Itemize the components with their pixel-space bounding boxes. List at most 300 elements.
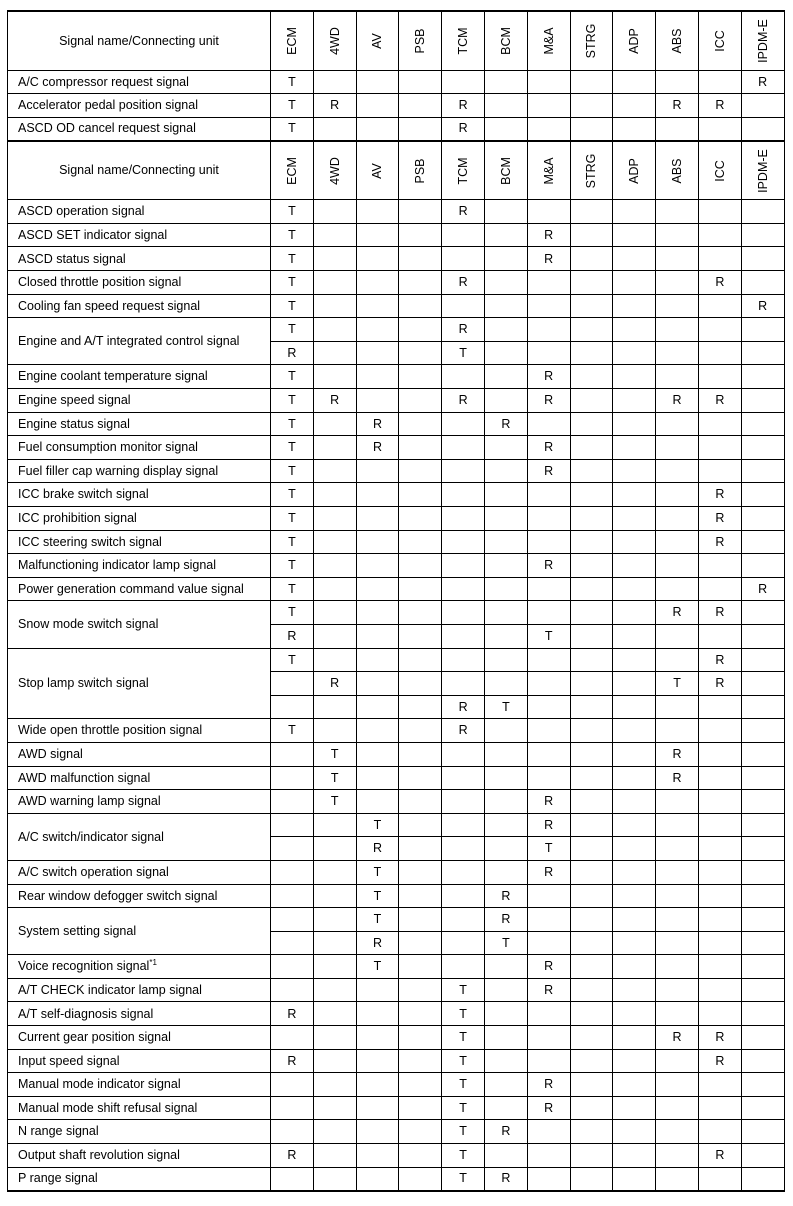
cell-strg: [570, 483, 613, 507]
cell-4wd: T: [313, 742, 356, 766]
cell-abs: [656, 1049, 699, 1073]
signal-name: [8, 436, 271, 460]
table-row: [8, 719, 785, 743]
cell-icc: [698, 200, 741, 224]
cell-adp: [613, 813, 656, 837]
cell-4wd: [313, 1049, 356, 1073]
cell-4wd: T: [313, 790, 356, 814]
cell-ecm: T: [271, 247, 314, 271]
cell-bcm: [484, 719, 527, 743]
cell-ipdm-e: [741, 860, 784, 884]
cell-strg: [570, 601, 613, 625]
cell-abs: [656, 223, 699, 247]
table-row: [8, 766, 785, 790]
header-unit: [313, 141, 356, 200]
header-unit-label: ICC: [712, 29, 727, 52]
cell-m-a: R: [527, 459, 570, 483]
cell-adp: [613, 719, 656, 743]
cell-4wd: [313, 117, 356, 141]
header-unit-label: AV: [370, 162, 385, 179]
cell-4wd: [313, 554, 356, 578]
cell-icc: [698, 624, 741, 648]
cell-strg: [570, 436, 613, 460]
header-unit: [698, 11, 741, 70]
cell-adp: [613, 884, 656, 908]
cell-strg: [570, 530, 613, 554]
cell-tcm: [442, 507, 485, 531]
cell-4wd: [313, 601, 356, 625]
table-row: [8, 389, 785, 413]
signal-name-text: Fuel consumption monitor signal: [18, 440, 198, 455]
table-row: [8, 1026, 785, 1050]
cell-icc: [698, 813, 741, 837]
cell-bcm: [484, 837, 527, 861]
cell-m-a: [527, 507, 570, 531]
cell-bcm: [484, 766, 527, 790]
cell-m-a: R: [527, 955, 570, 979]
cell-av: [356, 389, 399, 413]
table-row: [8, 1049, 785, 1073]
cell-bcm: R: [484, 412, 527, 436]
cell-icc: [698, 223, 741, 247]
cell-strg: [570, 1073, 613, 1097]
cell-m-a: [527, 695, 570, 719]
signal-name: [8, 648, 271, 719]
cell-abs: [656, 436, 699, 460]
cell-strg: [570, 1120, 613, 1144]
cell-icc: [698, 318, 741, 342]
cell-bcm: [484, 94, 527, 118]
cell-av: [356, 742, 399, 766]
cell-icc: [698, 884, 741, 908]
cell-icc: [698, 1073, 741, 1097]
cell-av: [356, 1073, 399, 1097]
cell-strg: [570, 908, 613, 932]
table-row: [8, 507, 785, 531]
header-unit-label: TCM: [455, 156, 470, 185]
table-row: [8, 94, 785, 118]
cell-bcm: [484, 1144, 527, 1168]
table-row: [8, 577, 785, 601]
cell-ipdm-e: [741, 790, 784, 814]
cell-m-a: R: [527, 813, 570, 837]
signal-name-text: Malfunctioning indicator lamp signal: [18, 558, 217, 573]
cell-adp: [613, 318, 656, 342]
cell-av: [356, 483, 399, 507]
cell-tcm: [442, 955, 485, 979]
cell-tcm: [442, 436, 485, 460]
cell-abs: [656, 483, 699, 507]
cell-bcm: [484, 601, 527, 625]
signal-name: [8, 1073, 271, 1097]
signal-name-text: ASCD SET indicator signal: [18, 227, 168, 242]
header-unit: [570, 11, 613, 70]
cell-bcm: [484, 1026, 527, 1050]
cell-av: [356, 507, 399, 531]
signal-name-text: ASCD operation signal: [18, 204, 145, 219]
cell-ecm: [271, 742, 314, 766]
cell-strg: [570, 837, 613, 861]
cell-ipdm-e: [741, 978, 784, 1002]
cell-av: [356, 1096, 399, 1120]
signal-name: [8, 1049, 271, 1073]
cell-psb: [399, 695, 442, 719]
cell-m-a: R: [527, 365, 570, 389]
cell-ecm: T: [271, 294, 314, 318]
signal-name: [8, 70, 271, 94]
cell-ecm: R: [271, 1144, 314, 1168]
cell-psb: [399, 1167, 442, 1191]
table-row: [8, 294, 785, 318]
cell-adp: [613, 554, 656, 578]
cell-ecm: T: [271, 436, 314, 460]
signal-name-text: AWD warning lamp signal: [18, 794, 161, 809]
cell-strg: [570, 70, 613, 94]
cell-av: [356, 648, 399, 672]
cell-psb: [399, 530, 442, 554]
cell-bcm: [484, 577, 527, 601]
cell-strg: [570, 1144, 613, 1168]
cell-ipdm-e: [741, 1167, 784, 1191]
cell-ecm: [271, 1167, 314, 1191]
cell-psb: [399, 483, 442, 507]
signal-name: [8, 1002, 271, 1026]
cell-m-a: [527, 1049, 570, 1073]
cell-4wd: [313, 1120, 356, 1144]
cell-av: [356, 624, 399, 648]
cell-abs: [656, 412, 699, 436]
cell-4wd: [313, 294, 356, 318]
cell-bcm: [484, 742, 527, 766]
cell-adp: [613, 200, 656, 224]
signal-name: [8, 318, 271, 365]
signal-name-text: A/C switch operation signal: [18, 864, 169, 879]
cell-4wd: [313, 978, 356, 1002]
cell-m-a: [527, 1002, 570, 1026]
cell-4wd: [313, 813, 356, 837]
cell-psb: [399, 860, 442, 884]
cell-icc: R: [698, 483, 741, 507]
signal-name-text: Current gear position signal: [18, 1030, 171, 1045]
cell-icc: [698, 247, 741, 271]
cell-ecm: [271, 695, 314, 719]
cell-ecm: T: [271, 271, 314, 295]
cell-icc: [698, 719, 741, 743]
cell-strg: [570, 223, 613, 247]
header-unit: [271, 11, 314, 70]
signal-name-text: Voice recognition signal: [18, 959, 150, 974]
cell-abs: [656, 908, 699, 932]
cell-tcm: [442, 365, 485, 389]
cell-icc: [698, 577, 741, 601]
cell-strg: [570, 955, 613, 979]
cell-4wd: [313, 1144, 356, 1168]
cell-icc: R: [698, 389, 741, 413]
cell-av: [356, 294, 399, 318]
header-unit: [399, 141, 442, 200]
cell-m-a: T: [527, 624, 570, 648]
cell-strg: [570, 813, 613, 837]
header-unit-label: 4WD: [327, 26, 342, 55]
signal-name-text: AWD malfunction signal: [18, 770, 151, 785]
cell-adp: [613, 70, 656, 94]
cell-m-a: [527, 1167, 570, 1191]
cell-ecm: T: [271, 719, 314, 743]
header-signal-name: Signal name/Connecting unit: [8, 11, 271, 70]
cell-tcm: [442, 790, 485, 814]
cell-tcm: T: [442, 1144, 485, 1168]
cell-tcm: T: [442, 1096, 485, 1120]
cell-abs: [656, 1073, 699, 1097]
cell-bcm: [484, 341, 527, 365]
cell-ecm: T: [271, 94, 314, 118]
cell-abs: [656, 837, 699, 861]
cell-m-a: [527, 117, 570, 141]
header-unit: [484, 11, 527, 70]
signal-name-text: Engine and A/T integrated control signal: [18, 334, 240, 349]
cell-tcm: [442, 412, 485, 436]
table-row: [8, 790, 785, 814]
cell-bcm: [484, 70, 527, 94]
cell-ecm: T: [271, 70, 314, 94]
cell-ipdm-e: R: [741, 577, 784, 601]
cell-adp: [613, 247, 656, 271]
cell-psb: [399, 1002, 442, 1026]
cell-av: [356, 554, 399, 578]
cell-psb: [399, 978, 442, 1002]
cell-bcm: [484, 459, 527, 483]
table-header-row: [8, 141, 785, 200]
cell-ipdm-e: [741, 766, 784, 790]
cell-4wd: [313, 365, 356, 389]
cell-ecm: T: [271, 365, 314, 389]
cell-icc: [698, 766, 741, 790]
cell-abs: [656, 365, 699, 389]
header-unit: [313, 11, 356, 70]
cell-psb: [399, 719, 442, 743]
signal-name-text: Engine coolant temperature signal: [18, 369, 208, 384]
cell-ipdm-e: [741, 223, 784, 247]
cell-av: [356, 1049, 399, 1073]
cell-abs: [656, 1144, 699, 1168]
cell-adp: [613, 766, 656, 790]
cell-ecm: T: [271, 200, 314, 224]
table-row: [8, 530, 785, 554]
cell-abs: R: [656, 94, 699, 118]
cell-4wd: [313, 695, 356, 719]
cell-ipdm-e: [741, 648, 784, 672]
table-row: [8, 860, 785, 884]
cell-bcm: [484, 554, 527, 578]
cell-adp: [613, 294, 656, 318]
signal-name-text: ASCD OD cancel request signal: [18, 121, 196, 136]
cell-ipdm-e: [741, 1002, 784, 1026]
cell-4wd: [313, 719, 356, 743]
cell-4wd: [313, 247, 356, 271]
cell-abs: [656, 271, 699, 295]
cell-adp: [613, 624, 656, 648]
cell-m-a: [527, 648, 570, 672]
cell-abs: [656, 554, 699, 578]
header-unit: [527, 11, 570, 70]
table-row: [8, 1144, 785, 1168]
cell-icc: [698, 459, 741, 483]
cell-psb: [399, 318, 442, 342]
signal-name-text: ICC prohibition signal: [18, 511, 137, 526]
cell-ecm: T: [271, 483, 314, 507]
header-unit-label: BCM: [498, 26, 513, 55]
table-row: [8, 742, 785, 766]
cell-abs: R: [656, 742, 699, 766]
cell-av: T: [356, 955, 399, 979]
cell-ipdm-e: [741, 436, 784, 460]
cell-strg: [570, 365, 613, 389]
signal-name-text: Cooling fan speed request signal: [18, 298, 201, 313]
cell-ecm: [271, 766, 314, 790]
cell-icc: [698, 341, 741, 365]
cell-psb: [399, 389, 442, 413]
cell-psb: [399, 271, 442, 295]
cell-bcm: [484, 1002, 527, 1026]
table-row: [8, 554, 785, 578]
cell-abs: [656, 978, 699, 1002]
cell-psb: [399, 436, 442, 460]
cell-tcm: [442, 247, 485, 271]
cell-adp: [613, 117, 656, 141]
signal-name: [8, 1026, 271, 1050]
cell-adp: [613, 1167, 656, 1191]
signal-name: [8, 94, 271, 118]
cell-psb: [399, 577, 442, 601]
cell-ipdm-e: [741, 624, 784, 648]
cell-icc: R: [698, 507, 741, 531]
signal-name-text: Manual mode indicator signal: [18, 1077, 181, 1092]
cell-psb: [399, 294, 442, 318]
cell-icc: [698, 117, 741, 141]
signal-table: [7, 10, 785, 1192]
header-unit-label: ABS: [669, 158, 684, 184]
cell-bcm: T: [484, 695, 527, 719]
cell-bcm: [484, 978, 527, 1002]
cell-icc: R: [698, 601, 741, 625]
signal-name: [8, 1120, 271, 1144]
cell-ecm: T: [271, 577, 314, 601]
cell-ipdm-e: [741, 554, 784, 578]
cell-adp: [613, 436, 656, 460]
cell-m-a: R: [527, 436, 570, 460]
header-unit-label: M&A: [541, 156, 556, 185]
signal-name-text: Wide open throttle position signal: [18, 723, 203, 738]
cell-av: T: [356, 813, 399, 837]
cell-ipdm-e: [741, 908, 784, 932]
cell-abs: [656, 318, 699, 342]
table-row: [8, 813, 785, 837]
cell-ecm: [271, 790, 314, 814]
cell-ipdm-e: [741, 1026, 784, 1050]
cell-psb: [399, 1096, 442, 1120]
cell-psb: [399, 955, 442, 979]
cell-bcm: [484, 294, 527, 318]
cell-av: [356, 365, 399, 389]
cell-ecm: [271, 837, 314, 861]
cell-4wd: [313, 860, 356, 884]
cell-bcm: [484, 648, 527, 672]
signal-name: [8, 884, 271, 908]
header-unit-label: M&A: [541, 27, 556, 55]
cell-tcm: [442, 837, 485, 861]
cell-abs: R: [656, 766, 699, 790]
cell-tcm: [442, 624, 485, 648]
cell-tcm: [442, 766, 485, 790]
table-row: [8, 436, 785, 460]
cell-av: [356, 790, 399, 814]
signal-name: [8, 601, 271, 648]
cell-icc: [698, 294, 741, 318]
cell-4wd: [313, 1026, 356, 1050]
cell-ipdm-e: [741, 837, 784, 861]
cell-tcm: [442, 931, 485, 955]
cell-m-a: [527, 1120, 570, 1144]
cell-4wd: [313, 648, 356, 672]
cell-m-a: [527, 601, 570, 625]
cell-adp: [613, 908, 656, 932]
cell-m-a: [527, 530, 570, 554]
cell-adp: [613, 530, 656, 554]
cell-tcm: T: [442, 1002, 485, 1026]
cell-4wd: [313, 884, 356, 908]
cell-ipdm-e: R: [741, 294, 784, 318]
header-unit-label: ADP: [627, 27, 642, 54]
cell-strg: [570, 459, 613, 483]
cell-ipdm-e: [741, 318, 784, 342]
header-unit-label: PSB: [413, 28, 428, 54]
cell-strg: [570, 624, 613, 648]
cell-adp: [613, 837, 656, 861]
cell-ecm: [271, 1120, 314, 1144]
table-row: [8, 1096, 785, 1120]
cell-abs: [656, 1096, 699, 1120]
cell-icc: [698, 695, 741, 719]
cell-psb: [399, 884, 442, 908]
cell-adp: [613, 1096, 656, 1120]
header-unit: [741, 141, 784, 200]
cell-m-a: [527, 294, 570, 318]
cell-icc: R: [698, 672, 741, 696]
cell-strg: [570, 200, 613, 224]
cell-strg: [570, 247, 613, 271]
cell-tcm: [442, 601, 485, 625]
header-unit: [356, 11, 399, 70]
cell-av: [356, 94, 399, 118]
cell-strg: [570, 412, 613, 436]
cell-m-a: [527, 742, 570, 766]
cell-strg: [570, 884, 613, 908]
cell-av: [356, 672, 399, 696]
table-row: [8, 1002, 785, 1026]
cell-abs: [656, 507, 699, 531]
cell-abs: R: [656, 1026, 699, 1050]
table-row: [8, 955, 785, 979]
cell-abs: [656, 117, 699, 141]
table-row: [8, 117, 785, 141]
cell-av: R: [356, 412, 399, 436]
cell-ecm: T: [271, 117, 314, 141]
cell-icc: [698, 908, 741, 932]
header-unit: [271, 141, 314, 200]
cell-abs: [656, 459, 699, 483]
cell-av: [356, 459, 399, 483]
signal-name-text: AWD signal: [18, 746, 83, 761]
